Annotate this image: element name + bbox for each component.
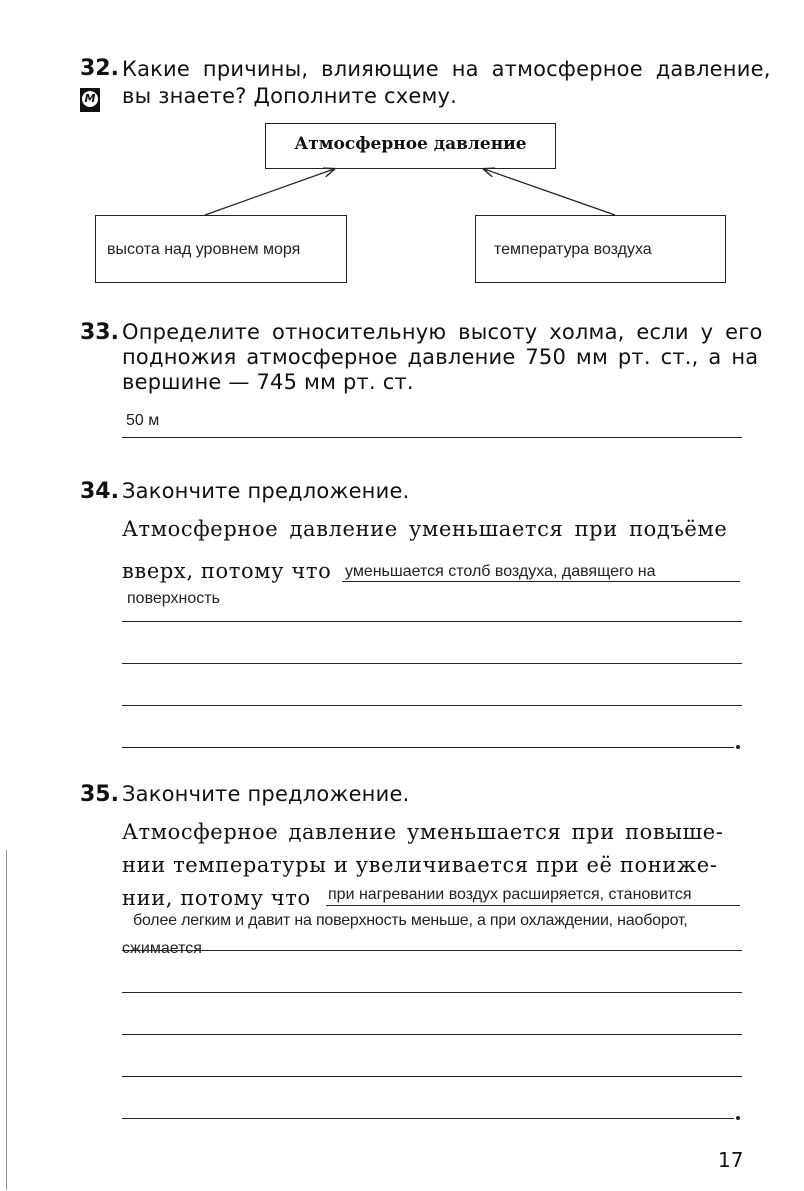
question-35-sentence-line3: нии, потому что [122,886,311,910]
scheme-left-box [95,215,347,283]
question-34-number: 34. [80,479,119,504]
question-35-title: Закончите предложение. [122,782,410,806]
answer-line [122,621,742,622]
arrow-left [205,169,334,215]
question-35-answer-line2: более легким и давит на поверхность меньше, а при охлаждении, наоборот, [133,912,688,929]
question-33-text-line1: Определите относительную высоту холма, если у его [122,320,763,344]
question-34-answer-line1: уменьшается столб воздуха, давящего на [345,563,656,580]
end-dot [736,745,740,749]
question-35-sentence-line2: нии температуры и увеличивается при её пониже- [122,853,718,877]
scan-edge [6,850,7,1190]
answer-line [122,705,742,706]
question-35-answer-line1: при нагревании воздух расширяется, становится [328,886,692,903]
scheme-top-label: Атмосферное давление [294,134,527,154]
answer-line [122,747,734,748]
question-35-answer-line3: сжимается [122,940,202,957]
question-35-sentence-line1: Атмосферное давление уменьшается при повыше- [122,820,724,844]
question-34-sentence-line1: Атмосферное давление уменьшается при подъёме [122,517,728,541]
question-32-text-line2: вы знаете? Дополните схему. [122,84,457,108]
answer-line [122,1034,742,1035]
answer-line [122,1118,734,1119]
answer-line [122,437,742,438]
question-33-number: 33. [80,320,119,345]
page-number: 17 [718,1148,744,1172]
question-34-title: Закончите предложение. [122,479,410,503]
question-35-number: 35. [80,782,119,807]
question-33-text-line3: вершине — 745 мм рт. ст. [122,370,414,394]
answer-line [122,950,742,951]
answer-line [342,581,740,582]
m-badge-letter: М [82,91,98,107]
question-33-answer: 50 м [126,412,160,429]
scheme-left-answer: высота над уровнем моря [107,241,301,258]
answer-line [122,992,742,993]
question-32-text-line1: Какие причины, влияющие на атмосферное давление, [122,57,771,81]
arrow-right [484,169,615,215]
answer-line [122,663,742,664]
question-33-text-line2: подножия атмосферное давление 750 мм рт. ст., а на [122,345,759,369]
question-34-answer-line2: поверхность [127,590,220,607]
answer-line [326,905,740,906]
end-dot [736,1116,740,1120]
scheme-right-box [475,215,726,283]
question-32-number: 32. [80,56,119,81]
scheme-right-answer: температура воздуха [494,241,652,258]
answer-line [122,1076,742,1077]
question-34-sentence-line2: вверх, потому что [122,559,332,583]
